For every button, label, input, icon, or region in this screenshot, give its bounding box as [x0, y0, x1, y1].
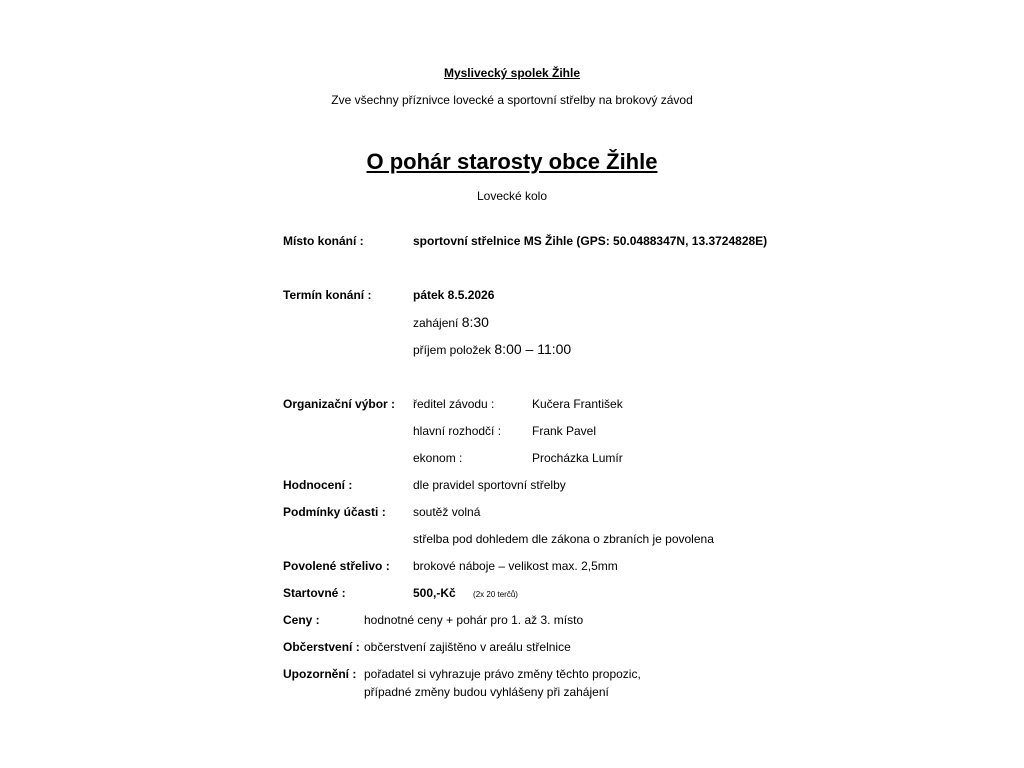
date-value: pátek 8.5.2026: [413, 288, 495, 302]
conditions-line: střelba pod dohledem dle zákona o zbraních je povolena: [413, 532, 714, 546]
venue-label: Místo konání :: [283, 234, 364, 248]
prizes-value: hodnotné ceny + pohár pro 1. až 3. místo: [364, 613, 584, 627]
venue-value: sportovní střelnice MS Žihle (GPS: 50.0488347N, 13.3724828E): [413, 234, 768, 248]
refreshments-value: občerstvení zajištěno v areálu střelnice: [364, 640, 571, 654]
scoring-label: Hodnocení :: [283, 478, 353, 492]
refreshments-label: Občerstvení :: [283, 640, 360, 654]
committee-label: Organizační výbor :: [283, 397, 396, 411]
conditions-line: soutěž volná: [413, 505, 481, 519]
date-label: Termín konání :: [283, 288, 372, 302]
fee-label: Startovné :: [283, 586, 346, 600]
notice-label: Upozornění :: [283, 667, 357, 681]
start-label: zahájení: [413, 316, 459, 330]
registration-time: 8:00 – 11:00: [494, 341, 572, 357]
committee-role: ředitel závodu :: [413, 397, 495, 411]
committee-role: ekonom :: [413, 451, 463, 465]
notice-line: případné změny budou vyhlášeny při zahájení: [364, 685, 609, 699]
notice-line: pořadatel si vyhrazuje právo změny těchto propozic,: [364, 667, 641, 681]
invitation-text: Zve všechny příznivce lovecké a sportovní střelby na brokový závod: [331, 93, 693, 107]
event-title: O pohár starosty obce Žihle: [366, 149, 658, 174]
start-time: 8:30: [461, 314, 489, 330]
organization-name: Myslivecký spolek Žihle: [443, 66, 581, 80]
start-row: [413, 315, 489, 330]
ammo-value: brokové náboje – velikost max. 2,5mm: [413, 559, 618, 573]
fee-note: (2x 20 terčů): [473, 590, 518, 599]
committee-name: Kučera František: [532, 397, 623, 411]
scoring-value: dle pravidel sportovní střelby: [413, 478, 566, 492]
committee-role: hlavní rozhodčí :: [413, 424, 502, 438]
conditions-label: Podmínky účasti :: [283, 505, 386, 519]
committee-name: Frank Pavel: [532, 424, 597, 438]
fee-value: 500,-Kč: [413, 586, 456, 600]
registration-label: příjem položek: [413, 343, 492, 357]
ammo-label: Povolené střelivo :: [283, 559, 390, 573]
event-subtitle: Lovecké kolo: [476, 189, 548, 203]
prizes-label: Ceny :: [283, 613, 320, 627]
fee-row: [413, 586, 518, 602]
committee-name: Procházka Lumír: [532, 451, 623, 465]
registration-row: [413, 342, 571, 357]
